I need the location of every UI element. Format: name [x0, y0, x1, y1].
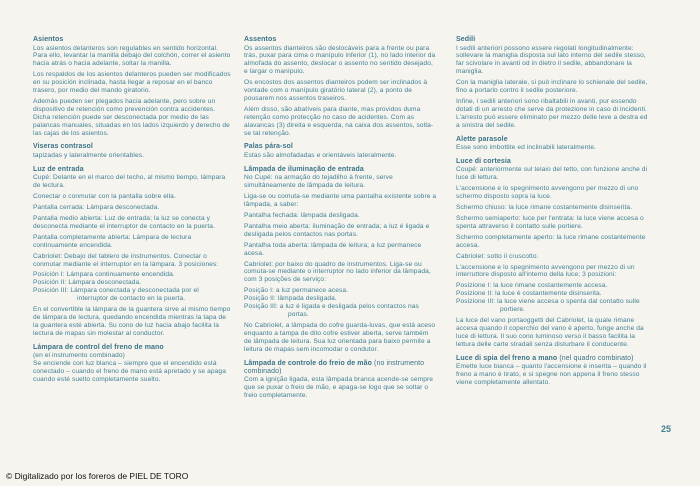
paragraph: Schermo semiaperto: luce per l'entrata: la luce viene accesa o spenta attraverso il contatto sulle portiere. — [456, 215, 644, 230]
paragraph: Cabriolet: por baixo do quadro de instrumentos. Liga-se ou comuta-se mediante o interruptor no lado inferior da lâmpada, com 3 posições de serviço: — [244, 260, 431, 284]
paragraph: En el convertible la lámpara de la guantera sirve al mismo tiempo de lámpara de lectura, quedando encendida mientras la tapa de la guantera esté abierta. Su cono de luz hacia abajo facilita la lectura de mapas sin molestar al conductor. — [33, 306, 231, 337]
heading-iluminacao: Lâmpada de iluminação de entrada — [244, 165, 364, 173]
paragraph: Pantalha meio aberta: iluminação de entrada; a luz é ligada e desligada pelos contactos nas portas. — [244, 222, 430, 238]
paragraph: Estas são almofadadas e orientáveis lateralmente. — [244, 151, 397, 159]
section-lampara-freno — [33, 344, 231, 384]
section-asientos — [33, 36, 231, 137]
paragraph: Conectar o conmutar con la pantalla sobre ella. — [33, 193, 176, 201]
position-item: Posición I: Lámpara continuamente encendida. — [33, 271, 175, 279]
paragraph: Pantalla medio abierta: Luz de entrada; la luz se conecta y desconecta mediante el interruptor de contacto en la puerta. — [33, 215, 215, 230]
paragraph: No Cabriolet, a lâmpada do cofre guarda-luvas, que está aceso enquanto a tampa de dito cofre estiver aberta, serve também de lâmpada de leitura. Sua luz orientada para baixo permite a leitura de mapas sem incomodar o condutor. — [244, 321, 436, 353]
paragraph: L'accensione e lo spegnimento avvengono per mezzo di uno schermo disposto sopra la luce. — [456, 185, 639, 201]
paragraph: Além disso, são abatíveis para diante, mas providos duma retenção como protecção no caso de acidentes. Com as alavancas (3) direita e esquerda, na caixa dos assentos, solta-se tal retenção. — [244, 105, 434, 137]
paragraph: Os encostos dos assentos dianteiros podem ser inclinados à vontade com o manípulo giratório lateral (2), a ponto de pousarem nos assentos traseiros. — [244, 79, 428, 102]
paragraph: Com a ignição ligada, esta lâmpada branca acende-se sempre que se puxar o freio de mão, e apaga-se logo que se soltar o freio completamente. — [244, 376, 434, 399]
position-item: Posizione II: la luce è costantemente disinserita. — [456, 290, 602, 298]
position-item: Posición II: Lámpara desconectada. — [33, 279, 142, 287]
paragraph: Os assentos dianteiros são deslocáveis para a frente ou para trás, puxar para cima o manípulo inferior (1), no lado interior da almofada do assento, deslocar o assento no sentido desejado, e largar o manípulo. — [244, 44, 436, 76]
subtitle: (nel quadro combinato) — [559, 354, 634, 362]
subtitle: (no instrumento combinado) — [244, 359, 425, 375]
heading-text: Luce di spia del freno a mano — [456, 354, 558, 362]
section-palas — [244, 143, 437, 159]
position-item: Posição I: a luz permanece acesa. — [244, 287, 349, 295]
page-number: 25 — [660, 424, 671, 434]
heading-asientos: Asientos — [33, 36, 64, 43]
paragraph: Liga-se ou comuta-se mediante uma pantalha existente sobre a lâmpada, a saber: — [244, 193, 437, 209]
paragraph: Se enciende con luz blanca – siempre que el encendido está conectado – cuando el freno de mano está apretado y se apaga cuando esté suelto completamente suelto. — [33, 360, 226, 383]
heading-sedili: Sedili — [456, 36, 476, 43]
heading-luce-cortesia: Luce di cortesia — [456, 157, 511, 165]
column-italian — [456, 36, 652, 393]
heading-spia-freno — [456, 355, 652, 363]
paragraph: Los asientos delanteros son regulables en sentido horizontal. Para ello, levantar la manilla debajo del colchón, correr el asiento hacia atrás o hacia adelante, soltar la manilla. — [33, 44, 231, 68]
paragraph: Los respaldos de los asientos delanteros pueden ser modificados en su posición inclinada, hasta llegar a reposar en el banco trasero, por medio del mando giratorio. — [33, 71, 231, 95]
paragraph: La luce del vano portaoggetti del Cabriolet, la quale rimane accesa quando il coperchio del vano è aperto, funge anche da luce di lettura. Il suo cono luminoso verso il basso facilita la lettura delle carte stradali senza disturbare il conducente. — [456, 316, 644, 348]
section-controle-freio — [244, 360, 437, 400]
heading-lampara-freno: Lámpara de control del freno de mano — [33, 343, 164, 351]
position-item: Posição III: a luz é ligada e desligada pelos contactos nas portas. — [244, 303, 419, 318]
heading-assentos: Assentos — [244, 36, 277, 43]
subtitle: (en el instrumento combinado) — [33, 352, 125, 360]
paragraph: Infine, i sedili anteriori sono ribaltabili in avanti, pur essendo dotati di un arresto che serve da protezione in caso di incidenti. L'arresto può essere eliminato per mezzo delle leve a destra ed a sinistra del sedile. — [456, 97, 648, 129]
section-luz-entrada — [33, 166, 231, 338]
paragraph: Con la maniglia laterale, si può inclinare lo schienale del sedile, fino a portarlo contro il sedile posteriore. — [456, 79, 648, 95]
section-sedili — [456, 36, 652, 130]
paragraph: Cabriolet: Debajo del tablero de instrumentos. Conectar o conmutar mediante el interruptor en la lámpara. 3 posiciones: — [33, 252, 219, 268]
paragraph: Schermo completamente aperto: la luce rimane costantemente accesa. — [456, 233, 646, 249]
paragraph: Además pueden ser plegados hacia adelante, pero sobre un dispositivo de retención como prevención contra accidentes. Dicha retención puede ser desconectada por medio de las palancas manuales, situadas en los lados izquierdo y derecho de las cajas de los asientos. — [33, 97, 230, 137]
section-viseras — [33, 143, 231, 159]
position-item: Posición III: Lámpara conectada y desconectada por el interruptor de contacto en la puerta. — [33, 287, 199, 303]
paragraph: I sedili anteriori possono essere regolati longitudinalmente: sollevare la maniglia disposta sul lato interno del sedile stesso, far scivolare in avanti od in dietro il sedile, abbandonare la maniglia. — [456, 44, 646, 76]
heading-text: Lâmpada de controle do freio de mão — [244, 359, 372, 367]
paragraph: Cabriolet: sotto il cruscotto. — [456, 252, 539, 260]
heading-luz-entrada: Luz de entrada — [33, 165, 84, 173]
section-iluminacao — [244, 166, 437, 354]
paragraph: Pantalla cerrada: Lámpara desconectada. — [33, 204, 160, 212]
paragraph: tapizadas y lateralmente orientables. — [33, 151, 145, 159]
position-item: Posizione III: la luce viene accesa o spenta dal contatto sulle portiere. — [456, 298, 640, 314]
paragraph: No Cupé: na armação do tejadilho à frente, serve simultâneamente de lâmpada de leitura. — [244, 174, 393, 190]
heading-viseras: Viseras contrasol — [33, 143, 93, 151]
section-assentos — [244, 36, 437, 137]
paragraph: Pantalla completamente abierta: Lámpara de lectura continuamente encendida. — [33, 233, 192, 249]
paragraph: Coupé: anteriormente sul telaio del tetto, con funzione anche di luce di lettura. — [456, 166, 648, 182]
column-spanish — [33, 36, 231, 390]
paragraph: Schermo chiuso: la luce rimane costantemente disinserita. — [456, 204, 633, 212]
column-portuguese — [244, 36, 437, 406]
paragraph: Esse sono imbottite ed inclinabili lateralmente. — [456, 144, 597, 152]
heading-palas: Palas pára-sol — [244, 143, 293, 151]
paragraph: Pantalha toda aberta: lâmpada de leitura; a luz permanece acesa. — [244, 241, 422, 257]
position-item: Posição II: lâmpada desligada. — [244, 295, 337, 303]
heading-controle-freio — [244, 360, 437, 376]
credit-line: © Digitalizado por los foreros de PIEL DE TORO — [6, 471, 189, 481]
paragraph: Pantalha fechada: lâmpada desligada. — [244, 212, 360, 219]
position-item: Posizione I: la luce rimane costantemente accesa. — [456, 282, 608, 290]
section-spia-freno — [456, 355, 652, 387]
paragraph: Cupé: Delante en el marco del techo, al mismo tiempo, lámpara de lectura. — [33, 174, 226, 190]
paragraph: L'accensione e lo spegnimento avvengono per mezzo di un interruttore disposto all'interno della luce; 3 posizioni: — [456, 263, 635, 279]
section-luce-cortesia — [456, 158, 652, 349]
heading-alette: Alette parasole — [456, 135, 508, 143]
section-alette — [456, 136, 652, 152]
paragraph: Emette luce bianca – quanto l'accensione è inserita – quando il freno a mano è tirato, e si spegne non appena il freno stesso viene completamente allentato. — [456, 363, 647, 386]
